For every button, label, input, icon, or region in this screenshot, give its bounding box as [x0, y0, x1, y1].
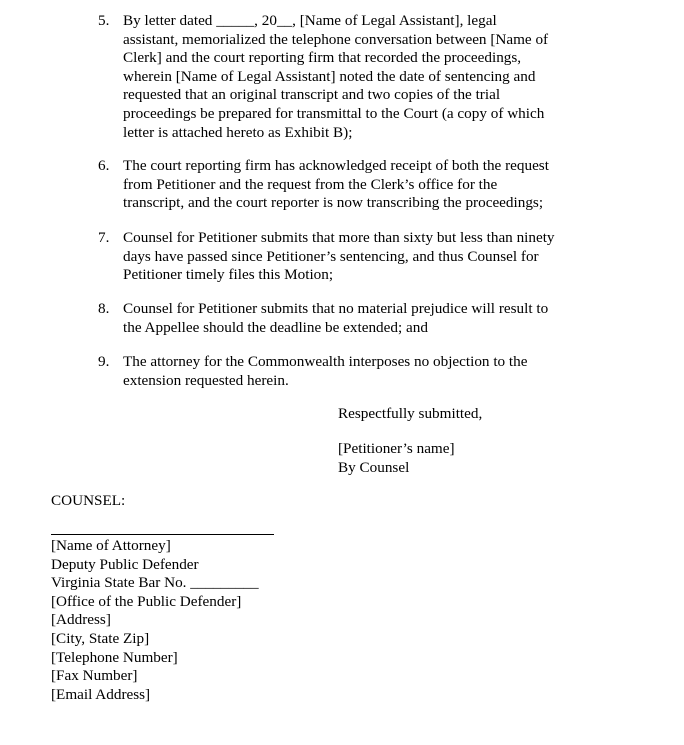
office-name: [Office of the Public Defender]	[51, 592, 242, 610]
paragraph-9	[98, 353, 588, 390]
paragraph-line: letter is attached hereto as Exhibit B);	[123, 123, 353, 141]
paragraph-line: Petitioner timely files this Motion;	[123, 266, 334, 284]
attorney-name: [Name of Attorney]	[51, 537, 171, 554]
paragraph-text	[123, 300, 588, 337]
closing-line: Respectfully submitted,	[338, 405, 483, 422]
paragraph-line: extension requested herein.	[123, 371, 289, 389]
paragraph-text	[123, 353, 588, 390]
counsel-heading: COUNSEL:	[51, 492, 126, 509]
paragraph-line: By letter dated _____, 20__, [Name of Legal Assistant], legal	[123, 12, 497, 29]
paragraph-line: assistant, memorialized the telephone conversation between [Name of	[123, 30, 549, 48]
paragraph-line: days have passed since Petitioner’s sentencing, and thus Counsel for	[123, 247, 539, 265]
paragraph-8	[98, 300, 588, 337]
paragraph-line: transcript, and the court reporter is now transcribing the proceedings;	[123, 194, 544, 212]
paragraph-line: Clerk] and the court reporting firm that recorded the proceedings,	[123, 49, 522, 67]
paragraph-line: The attorney for the Commonwealth interposes no objection to the	[123, 353, 528, 370]
paragraph-5	[98, 12, 588, 142]
paragraph-number: 9.	[98, 353, 110, 370]
paragraph-line: requested that an original transcript and two copies of the trial	[123, 86, 501, 104]
telephone-number: [Telephone Number]	[51, 648, 178, 666]
by-counsel: By Counsel	[338, 458, 410, 476]
paragraph-number: 8.	[98, 300, 110, 317]
paragraph-line: Counsel for Petitioner submits that more than sixty but less than ninety	[123, 229, 555, 246]
paragraph-7	[98, 229, 588, 285]
paragraph-line: Counsel for Petitioner submits that no material prejudice will result to	[123, 300, 549, 317]
paragraph-text	[123, 157, 588, 213]
paragraph-text	[123, 229, 588, 285]
bar-number: Virginia State Bar No. _________	[51, 574, 259, 592]
paragraph-number: 7.	[98, 229, 110, 246]
counsel-contact-block	[51, 537, 259, 704]
paragraph-line: from Petitioner and the request from the Clerk’s office for the	[123, 175, 498, 193]
paragraph-line: proceedings be prepared for transmittal to the Court (a copy of which	[123, 104, 545, 122]
signature-line	[51, 534, 274, 535]
closing-text	[338, 405, 482, 424]
paragraph-line: The court reporting firm has acknowledged receipt of both the request	[123, 157, 549, 174]
petitioner-name: [Petitioner’s name]	[338, 440, 455, 457]
paragraph-line: wherein [Name of Legal Assistant] noted the date of sentencing and	[123, 67, 536, 85]
signature-block	[338, 440, 455, 477]
city-state-zip: [City, State Zip]	[51, 629, 150, 647]
paragraph-number: 6.	[98, 157, 110, 174]
fax-number: [Fax Number]	[51, 667, 138, 685]
paragraph-text	[123, 12, 588, 142]
paragraph-number: 5.	[98, 12, 110, 29]
address: [Address]	[51, 611, 111, 629]
attorney-title: Deputy Public Defender	[51, 555, 199, 573]
email-address: [Email Address]	[51, 685, 151, 703]
paragraph-6	[98, 157, 588, 213]
paragraph-line: the Appellee should the deadline be extended; and	[123, 318, 428, 336]
